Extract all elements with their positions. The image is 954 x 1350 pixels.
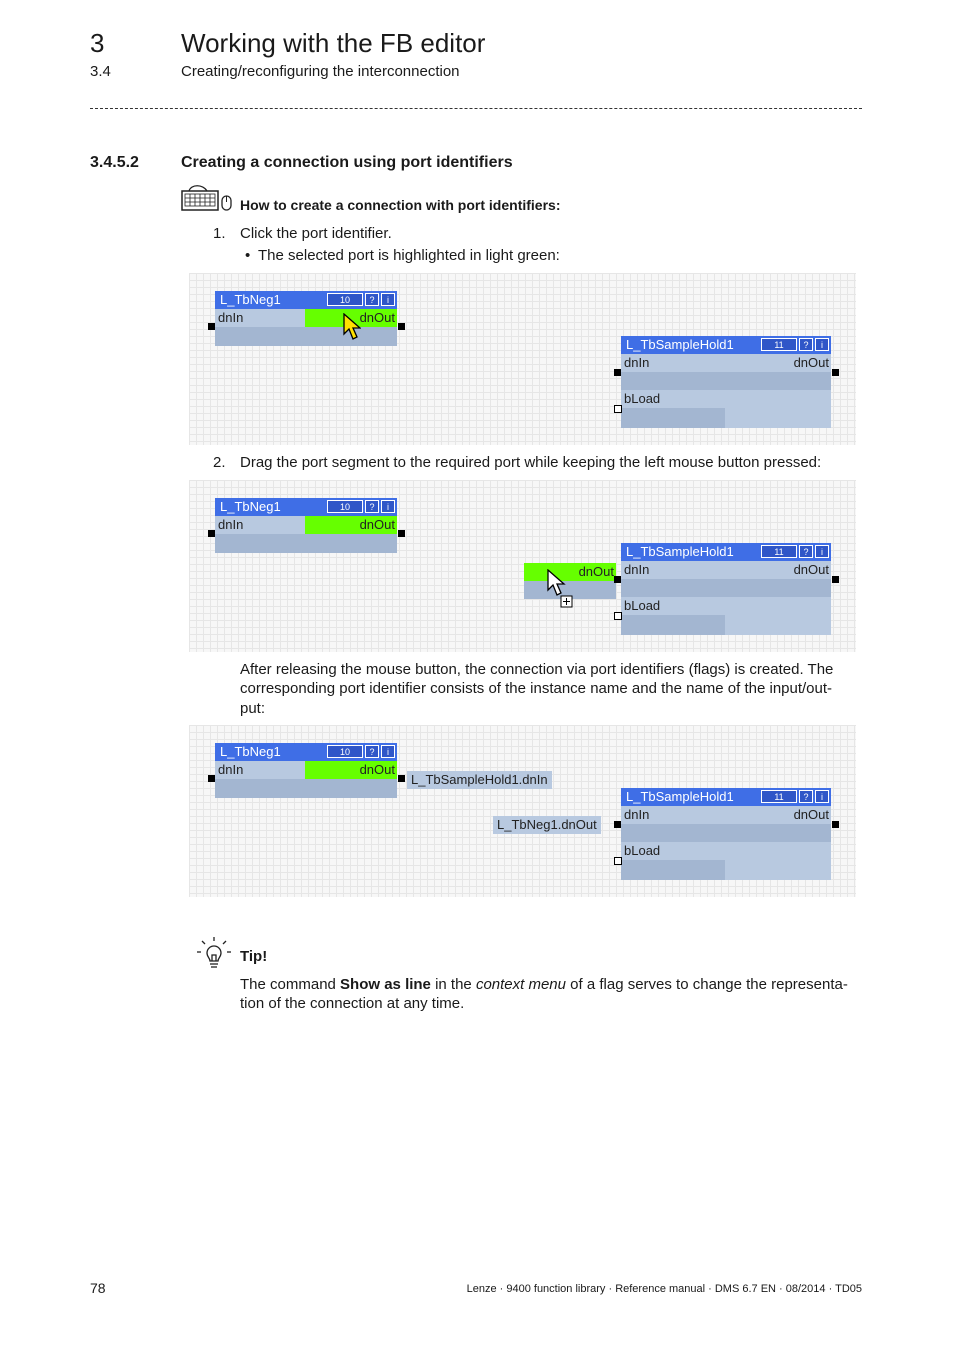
footer-doc-info: Lenze · 9400 function library · Reference manual · DMS 6.7 EN · 08/2014 · TD05 bbox=[466, 1283, 862, 1295]
heading-title: Creating a connection using port identifiers bbox=[181, 154, 513, 171]
howto-label: How to create a connection with port identifiers: bbox=[240, 197, 561, 213]
input-port-open[interactable] bbox=[614, 612, 622, 620]
port-row bbox=[621, 390, 831, 408]
block-title: L_TbNeg1 10 ? i bbox=[215, 498, 397, 516]
info-icon[interactable]: i bbox=[815, 545, 829, 558]
function-block-neg[interactable] bbox=[215, 291, 397, 346]
output-port-label[interactable]: dnOut bbox=[359, 310, 395, 325]
function-block-neg[interactable] bbox=[215, 743, 397, 798]
info-icon[interactable]: i bbox=[381, 500, 395, 513]
block-title: L_TbNeg1 10 ? i bbox=[215, 743, 397, 761]
block-id: 11 bbox=[761, 790, 797, 803]
port-row bbox=[215, 516, 397, 534]
heading-number: 3.4.5.2 bbox=[90, 154, 139, 171]
block-row bbox=[621, 372, 831, 390]
help-icon[interactable]: ? bbox=[365, 745, 379, 758]
output-port-label[interactable]: dnOut bbox=[359, 517, 395, 532]
step-number: 1. bbox=[213, 225, 226, 242]
chapter-number: 3 bbox=[90, 28, 105, 58]
tip-text: The command Show as line in the context menu of a flag serves to change the representa- bbox=[240, 976, 848, 993]
port-row bbox=[621, 842, 831, 860]
output-port-label[interactable]: dnOut bbox=[793, 807, 829, 822]
block-row bbox=[621, 860, 725, 880]
port-row bbox=[621, 597, 831, 615]
bullet-text: The selected port is highlighted in light green: bbox=[258, 247, 560, 264]
output-port-label[interactable]: dnOut bbox=[359, 762, 395, 777]
block-title: L_TbNeg1 10 ? i bbox=[215, 291, 397, 309]
input-port-label[interactable]: dnIn bbox=[624, 355, 650, 370]
bullet-marker: • bbox=[245, 247, 251, 264]
lightbulb-icon bbox=[196, 936, 232, 972]
input-port-label[interactable]: bLoad bbox=[624, 391, 661, 406]
tip-text-line2: tion of the connection at any time. bbox=[240, 995, 465, 1012]
block-id: 10 bbox=[327, 293, 363, 306]
output-port[interactable] bbox=[832, 821, 839, 828]
block-id: 11 bbox=[761, 545, 797, 558]
block-footer bbox=[215, 534, 397, 553]
help-icon[interactable]: ? bbox=[365, 500, 379, 513]
input-port-label[interactable]: dnIn bbox=[624, 807, 650, 822]
after-text-line: After releasing the mouse button, the connection via port identifiers (flags) is created. The bbox=[240, 661, 834, 678]
function-block-hold[interactable] bbox=[621, 543, 831, 635]
block-id: 10 bbox=[327, 500, 363, 513]
output-port-label[interactable]: dnOut bbox=[793, 562, 829, 577]
port-row bbox=[215, 309, 397, 327]
port-row bbox=[621, 561, 831, 579]
info-icon[interactable]: i bbox=[815, 338, 829, 351]
input-port-open[interactable] bbox=[614, 405, 622, 413]
input-port-label[interactable]: dnIn bbox=[624, 562, 650, 577]
function-block-hold[interactable] bbox=[621, 336, 831, 428]
cursor-arrow-icon bbox=[343, 313, 361, 341]
port-row bbox=[621, 806, 831, 824]
keyboard-mouse-icon bbox=[181, 182, 235, 214]
output-port-label[interactable]: dnOut bbox=[793, 355, 829, 370]
block-footer bbox=[215, 779, 397, 798]
drag-cursor-icon bbox=[547, 569, 575, 609]
page-number: 78 bbox=[90, 1280, 106, 1296]
info-icon[interactable]: i bbox=[381, 293, 395, 306]
block-title: L_TbSampleHold1 11 ? i bbox=[621, 336, 831, 354]
drag-segment-label: dnOut bbox=[578, 564, 614, 579]
input-port[interactable] bbox=[208, 530, 215, 537]
block-row bbox=[621, 824, 831, 842]
output-port[interactable] bbox=[832, 369, 839, 376]
help-icon[interactable]: ? bbox=[799, 790, 813, 803]
block-row bbox=[621, 579, 831, 597]
menu-name: context menu bbox=[475, 976, 566, 993]
function-block-neg[interactable] bbox=[215, 498, 397, 553]
help-icon[interactable]: ? bbox=[799, 338, 813, 351]
input-port[interactable] bbox=[208, 323, 215, 330]
input-port-label[interactable]: dnIn bbox=[218, 762, 244, 777]
input-port-open[interactable] bbox=[614, 857, 622, 865]
block-footer bbox=[215, 327, 397, 346]
section-title: Creating/reconfiguring the interconnection bbox=[181, 63, 460, 80]
function-block-hold[interactable] bbox=[621, 788, 831, 880]
input-port[interactable] bbox=[614, 821, 621, 828]
input-port-label[interactable]: bLoad bbox=[624, 598, 661, 613]
after-text-line: corresponding port identifier consists of the instance name and the name of the input/out- bbox=[240, 680, 833, 697]
port-row bbox=[621, 354, 831, 372]
chapter-title: Working with the FB editor bbox=[181, 28, 486, 58]
diagram-panel-2 bbox=[189, 480, 856, 652]
input-port[interactable] bbox=[614, 576, 621, 583]
block-title: L_TbSampleHold1 11 ? i bbox=[621, 788, 831, 806]
info-icon[interactable]: i bbox=[815, 790, 829, 803]
step-text: Click the port identifier. bbox=[240, 225, 392, 242]
block-id: 10 bbox=[327, 745, 363, 758]
port-row bbox=[215, 761, 397, 779]
input-port[interactable] bbox=[614, 369, 621, 376]
diagram-panel-1 bbox=[189, 273, 856, 445]
step-number: 2. bbox=[213, 454, 226, 471]
input-port-label[interactable]: bLoad bbox=[624, 843, 661, 858]
input-port-label[interactable]: dnIn bbox=[218, 517, 244, 532]
help-icon[interactable]: ? bbox=[365, 293, 379, 306]
block-id: 11 bbox=[761, 338, 797, 351]
after-text-line: put: bbox=[240, 700, 266, 717]
output-port[interactable] bbox=[832, 576, 839, 583]
port-flag-to-neg[interactable]: L_TbNeg1.dnOut bbox=[493, 816, 601, 834]
section-number: 3.4 bbox=[90, 63, 111, 80]
block-title: L_TbSampleHold1 11 ? i bbox=[621, 543, 831, 561]
block-row bbox=[621, 615, 725, 635]
output-port[interactable] bbox=[398, 323, 405, 330]
step-text: Drag the port segment to the required port while keeping the left mouse button pressed: bbox=[240, 454, 822, 471]
output-port[interactable] bbox=[398, 530, 405, 537]
header-divider bbox=[90, 108, 862, 109]
input-port[interactable] bbox=[208, 775, 215, 782]
command-name: Show as line bbox=[340, 976, 431, 993]
input-port-label[interactable]: dnIn bbox=[218, 310, 244, 325]
tip-title: Tip! bbox=[240, 948, 268, 965]
output-port[interactable] bbox=[398, 775, 405, 782]
diagram-panel-3 bbox=[189, 725, 856, 897]
help-icon[interactable]: ? bbox=[799, 545, 813, 558]
info-icon[interactable]: i bbox=[381, 745, 395, 758]
block-row bbox=[621, 408, 725, 428]
port-flag-to-hold[interactable]: L_TbSampleHold1.dnIn bbox=[407, 771, 552, 789]
